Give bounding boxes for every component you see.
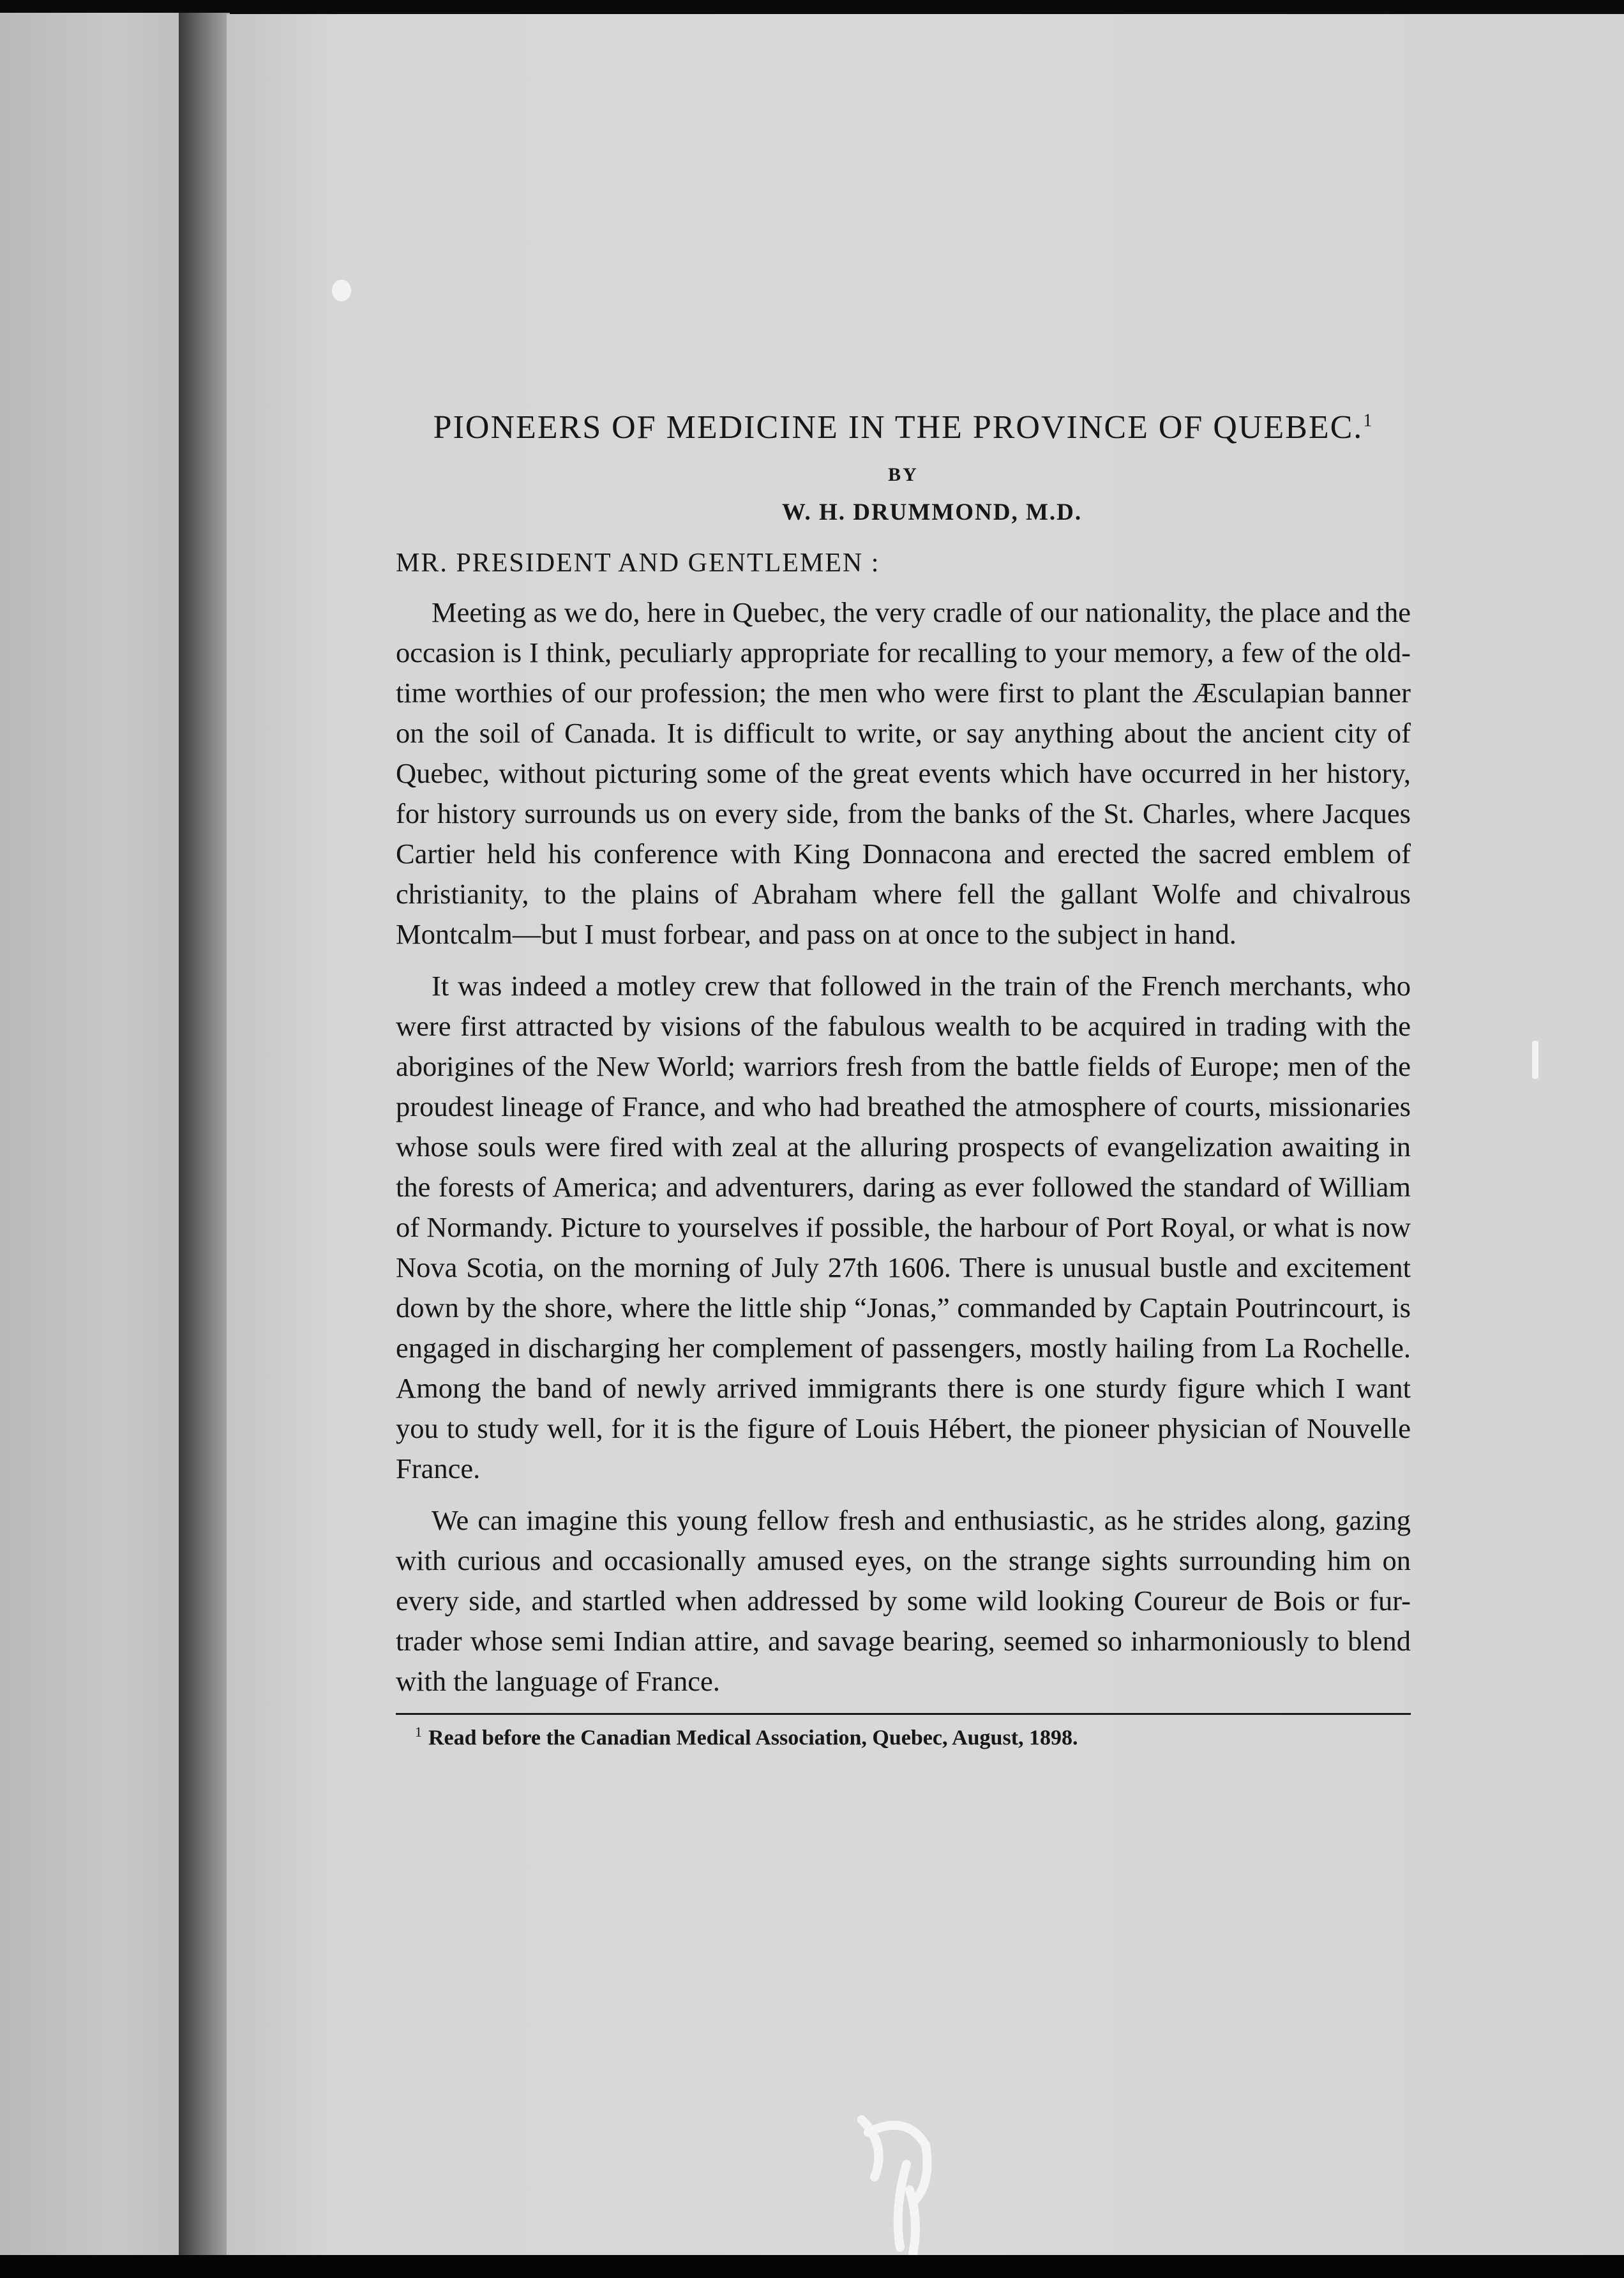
article-body (396, 409, 1411, 1750)
footnote-marker: 1 (415, 1724, 422, 1740)
title-footnote-marker: 1 (1363, 411, 1374, 431)
paragraph-3: We can imagine this young fellow fresh and enthusiastic, as he strides along, gazing with curious and occasionally amused eyes, on the strange sights surrounding him on every side, and startled when addressed by some wild looking Coureur de Bois or fur-trader whose semi Indian attire, and savage bearing, seemed so inharmoniously to blend with the language of France. (396, 1504, 1411, 1697)
byline-label: BY (888, 464, 919, 485)
paper-blemish (1532, 1041, 1538, 1079)
footnote-divider (396, 1713, 1411, 1715)
footnote (396, 1724, 1411, 1750)
salutation: MR. PRESIDENT AND GENTLEMEN : (396, 548, 880, 578)
paper-blemish (332, 280, 351, 301)
book-gutter (179, 13, 230, 2255)
paragraph-1: Meeting as we do, here in Quebec, the very cradle of our nationality, the place and the occasion is I think, peculiarly appropriate for recalling to your memory, a few of the old-time worthies of our profession; the men who were first to plant the Æsculapian banner on the soil of Canada. It is difficult to write, or say anything about the ancient city of Quebec, without picturing some of the great events which have occurred in her history, for history surrounds us on every side, from the banks of the St. Charles, where Jacques Cartier held his conference with King Donnacona and erected the sacred emblem of christianity, to the plains of Abraham where fell the gallant Wolfe and chivalrous Montcalm—but I must forbear, and pass on at once to the subject in hand. (396, 596, 1411, 950)
article-title-text: PIONEERS OF MEDICINE IN THE PROVINCE OF QUEBEC. (433, 409, 1364, 446)
library-stamp-mark (849, 2107, 951, 2260)
article-title (396, 409, 1411, 446)
author-name: W. H. DRUMMOND, M.D. (781, 499, 1083, 525)
scan-bottom-border (0, 2255, 1624, 2278)
footnote-text: Read before the Canadian Medical Association, Quebec, August, 1898. (428, 1726, 1078, 1750)
left-facing-leaf (0, 13, 192, 2255)
paragraph-2: It was indeed a motley crew that followed in the train of the French merchants, who were first attracted by visions of the fabulous wealth to be acquired in trading with the aborigines of the New World; warriors fresh from the battle fields of Europe; men of the proudest lineage of France, and who had breathed the atmosphere of courts, missionaries whose souls were fired with zeal at the alluring prospects of evangelization awaiting in the forests of America; and adventurers, daring as ever followed the standard of William of Normandy. Picture to yourselves if possible, the harbour of Port Royal, or what is now Nova Scotia, on the morning of July 27th 1606. There is unusual bustle and excitement down by the shore, where the little ship “Jonas,” commanded by Captain Poutrincourt, is engaged in discharging her complement of passengers, mostly hailing from La Rochelle. Among the band of newly arrived immigrants there is one sturdy figure which I want you to study well, for it is the figure of Louis Hébert, the pioneer physician of Nouvelle France. (396, 970, 1411, 1484)
